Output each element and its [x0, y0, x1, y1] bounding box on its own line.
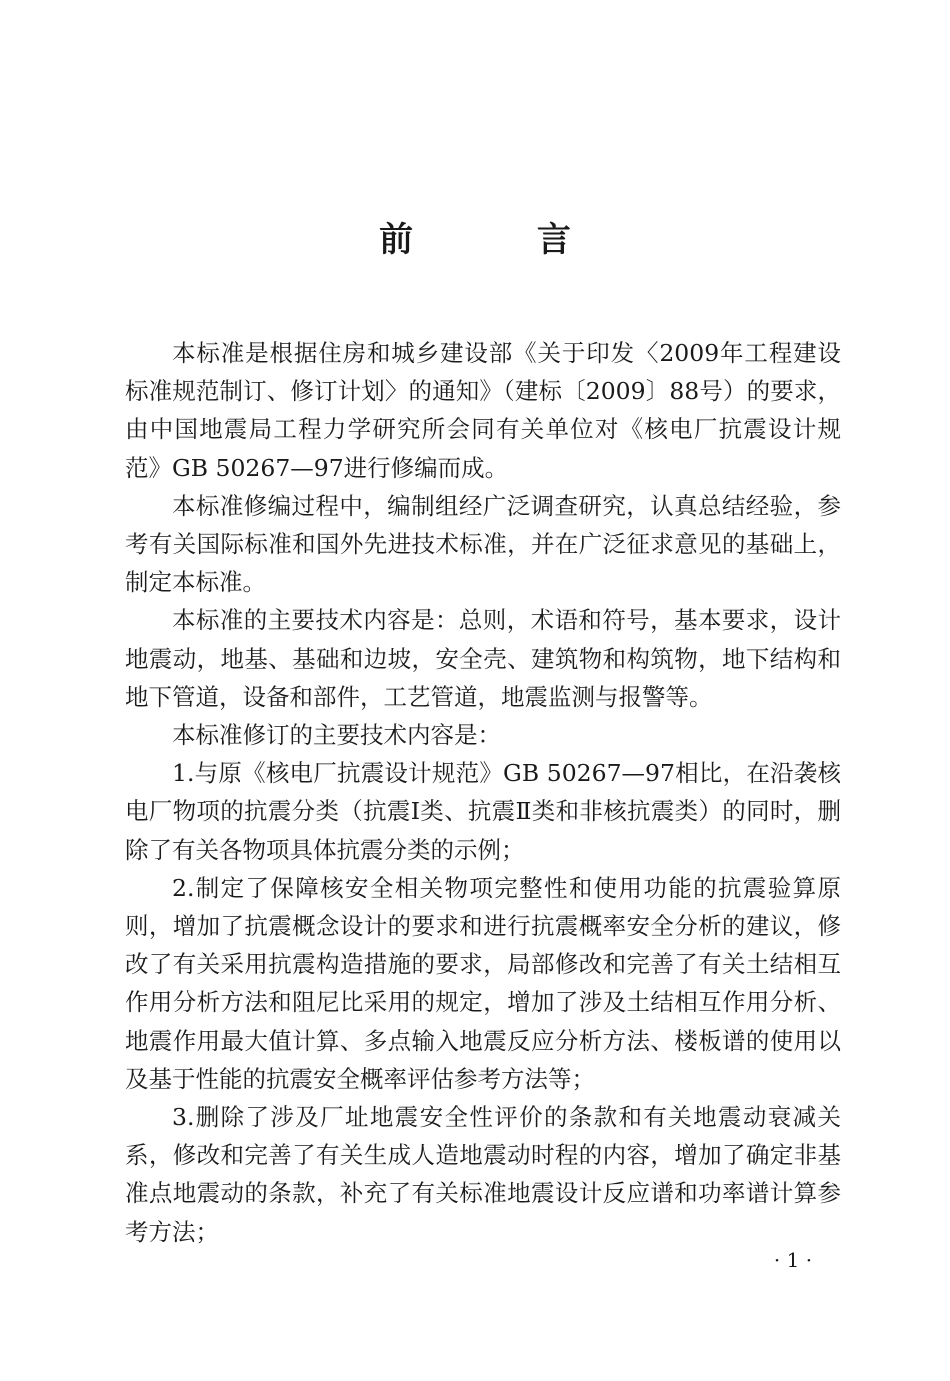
paragraph-1: 本标准是根据住房和城乡建设部《关于印发〈2009年工程建设标准规范制订、修订计划〉的通知》（建标〔2009〕88号）的要求，由中国地震局工程力学研究所会同有关单位对《核电厂抗震设计规范》GB 50267—97进行修编而成。	[125, 339, 841, 482]
page-title: 前 言	[379, 220, 627, 260]
page-number: · 1 ·	[773, 1248, 813, 1272]
paragraph-3: 本标准的主要技术内容是：总则，术语和符号，基本要求，设计地震动，地基、基础和边坡，安全壳、建筑物和构筑物，地下结构和地下管道，设备和部件，工艺管道，地震监测与报警等。	[125, 606, 841, 711]
paragraph-5: 1.与原《核电厂抗震设计规范》GB 50267—97相比，在沿袭核电厂物项的抗震分类（抗震Ⅰ类、抗震Ⅱ类和非核抗震类）的同时，删除了有关各物项具体抗震分类的示例；	[125, 759, 841, 864]
paragraph-2: 本标准修编过程中，编制组经广泛调查研究，认真总结经验，参考有关国际标准和国外先进技术标准，并在广泛征求意见的基础上，制定本标准。	[125, 491, 841, 597]
body-text	[125, 334, 841, 1251]
paragraph-7: 3.删除了涉及厂址地震安全性评价的条款和有关地震动衰减关系，修改和完善了有关生成人造地震动时程的内容，增加了确定非基准点地震动的条款，补充了有关标准地震设计反应谱和功率谱计算参考方法；	[125, 1103, 841, 1246]
paragraph-4: 本标准修订的主要技术内容是：	[172, 721, 501, 750]
paragraph-6: 2.制定了保障核安全相关物项完整性和使用功能的抗震验算原则，增加了抗震概念设计的要求和进行抗震概率安全分析的建议，修改了有关采用抗震构造措施的要求，局部修改和完善了有关土结相互作用分析方法和阻尼比采用的规定，增加了涉及土结相互作用分析、地震作用最大值计算、多点输入地震反应分析方法、楼板谱的使用以及基于性能的抗震安全概率评估参考方法等；	[125, 873, 841, 1093]
